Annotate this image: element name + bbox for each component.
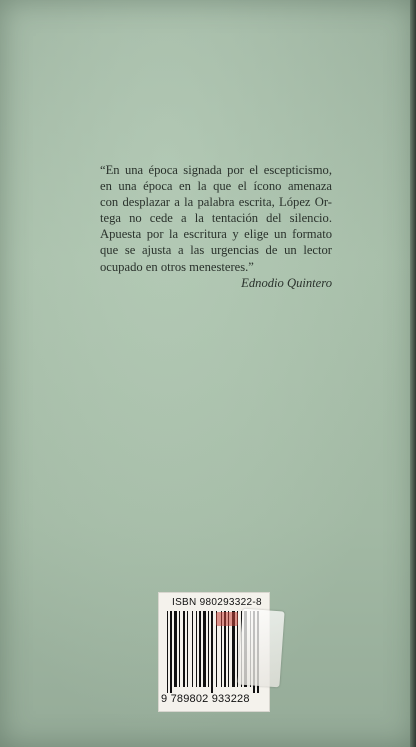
quote-line: Apuesta por la escritura y elige un formato — [100, 227, 332, 242]
quote-line: en una época en la que el ícono amenaza — [100, 179, 332, 194]
cover-spine-edge — [410, 0, 416, 747]
ean-digits: 9 789802 933228 — [161, 693, 250, 705]
blurb-quote — [100, 162, 332, 275]
isbn-label: ISBN 980293322-8 — [172, 597, 262, 608]
quote-line: tega no cede a la tentación del silencio. — [100, 211, 332, 226]
torn-sticker — [237, 609, 284, 688]
quote-line: “En una época signada por el escepticismo, — [100, 163, 332, 177]
quote-line: que se ajusta a las urgencias de un lector — [100, 243, 332, 258]
quote-line: con desplazar a la palabra escrita, López Or- — [100, 195, 332, 210]
price-sticker-mark — [216, 612, 238, 626]
quote-author: Ednodio Quintero — [241, 276, 332, 290]
quote-line: ocupado en otros menesteres.” — [100, 259, 254, 274]
